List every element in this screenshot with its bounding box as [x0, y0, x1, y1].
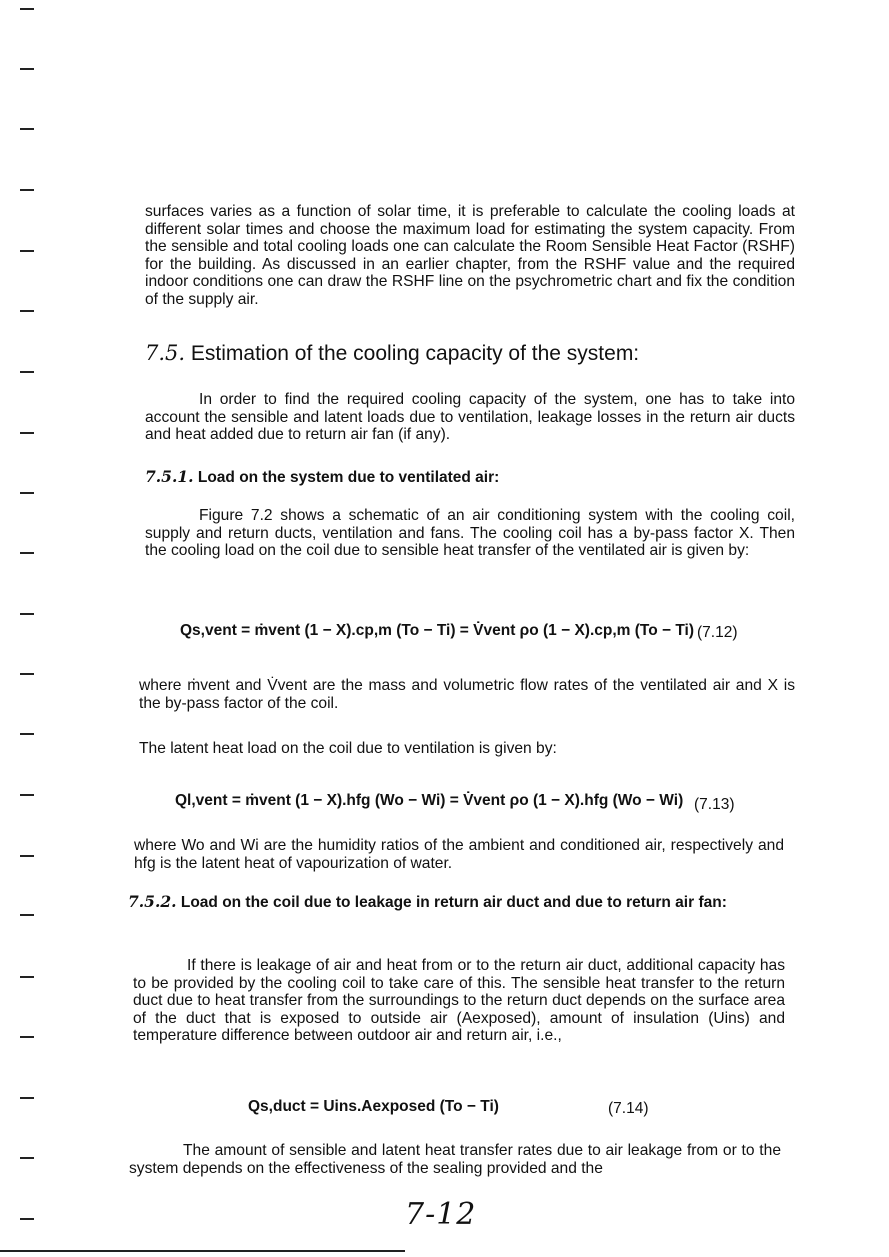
subsection-heading-1 — [145, 468, 499, 486]
subsection-number: 7.5.2. — [128, 892, 177, 911]
margin-tick — [20, 8, 34, 10]
equation-number-7-12: (7.12) — [697, 624, 738, 641]
intro-paragraph: surfaces varies as a function of solar time, it is preferable to calculate the cooling loads at different solar times and choose the maximum load for estimating the system capacity. From the sensible and total cooling loads one can calculate the Room Sensible Heat Factor (RSHF) for the building. As discussed in an earlier chapter, from the RSHF value and the required indoor conditions one can draw the RSHF line on the psychrometric chart and fix the condition of the supply air. — [145, 203, 795, 308]
subsection-heading-2 — [128, 893, 788, 911]
sub2-paragraph-1: If there is leakage of air and heat from or to the return air duct, additional capacity has to be provided by the cooling coil to take care of this. The sensible heat transfer to the return duct due to heat transfer from the surroundings to the return duct depends on the surface area of the duct that is exposed to outside air (Aexposed), amount of insulation (Uins) and temperature difference between outdoor air and return air, i.e., — [133, 957, 785, 1045]
margin-ticks — [20, 0, 36, 1257]
subsection-number: 7.5.1. — [145, 467, 194, 486]
equation-7-13: Ql,vent = ṁvent (1 − X).hfg (Wo − Wi) = V̇vent ρo (1 − X).hfg (Wo − Wi) — [175, 792, 684, 809]
margin-tick — [20, 432, 34, 434]
subsection-title: Load on the system due to ventilated air: — [197, 469, 500, 486]
margin-tick — [20, 1097, 34, 1099]
margin-tick — [20, 673, 34, 675]
section-title: Estimation of the cooling capacity of the system: — [190, 342, 640, 365]
equation-number-7-14: (7.14) — [608, 1100, 649, 1117]
section-number: 7.5. — [145, 341, 186, 365]
equation-number-7-13: (7.13) — [694, 796, 735, 813]
margin-tick — [20, 855, 34, 857]
margin-tick — [20, 371, 34, 373]
margin-tick — [20, 1157, 34, 1159]
subsection-title: Load on the coil due to leakage in return air duct and due to return air fan: — [180, 894, 727, 911]
margin-tick — [20, 68, 34, 70]
section-heading — [145, 341, 639, 366]
page-number: 7-12 — [405, 1197, 477, 1232]
equation-7-12: Qs,vent = ṁvent (1 − X).cp,m (To − Ti) = V̇vent ρo (1 − X).cp,m (To − Ti) — [180, 622, 695, 639]
sub1-paragraph-3: The latent heat load on the coil due to ventilation is given by: — [139, 740, 557, 757]
sub1-paragraph-4: where Wo and Wi are the humidity ratios of the ambient and conditioned air, respectively and hfg is the latent heat of vapourization of water. — [134, 837, 784, 872]
equation-7-14: Qs,duct = Uins.Aexposed (To − Ti) — [248, 1098, 499, 1115]
sub1-paragraph-2: where ṁvent and V̇vent are the mass and volumetric flow rates of the ventilated air and X is the by-pass factor of the coil. — [139, 677, 795, 712]
margin-tick — [20, 976, 34, 978]
margin-tick — [20, 250, 34, 252]
margin-tick — [20, 189, 34, 191]
margin-tick — [20, 733, 34, 735]
margin-tick — [20, 914, 34, 916]
margin-tick — [20, 1036, 34, 1038]
margin-tick — [20, 552, 34, 554]
sub1-paragraph-1: Figure 7.2 shows a schematic of an air conditioning system with the cooling coil, supply and return ducts, ventilation and fans. The cooling coil has a by-pass factor X. Then the cooling load on the coil due to sensible heat transfer of the ventilated air is given by: — [145, 507, 795, 560]
margin-tick — [20, 128, 34, 130]
margin-tick — [20, 1218, 34, 1220]
margin-tick — [20, 613, 34, 615]
margin-tick — [20, 310, 34, 312]
margin-tick — [20, 794, 34, 796]
section-intro: In order to find the required cooling capacity of the system, one has to take into account the sensible and latent loads due to ventilation, leakage losses in the return air ducts and heat added due to return air fan (if any). — [145, 391, 795, 444]
margin-tick — [20, 492, 34, 494]
bottom-rule — [0, 1250, 405, 1252]
sub2-paragraph-2: The amount of sensible and latent heat transfer rates due to air leakage from or to the system depends on the effectiveness of the sealing provided and the — [129, 1142, 781, 1177]
